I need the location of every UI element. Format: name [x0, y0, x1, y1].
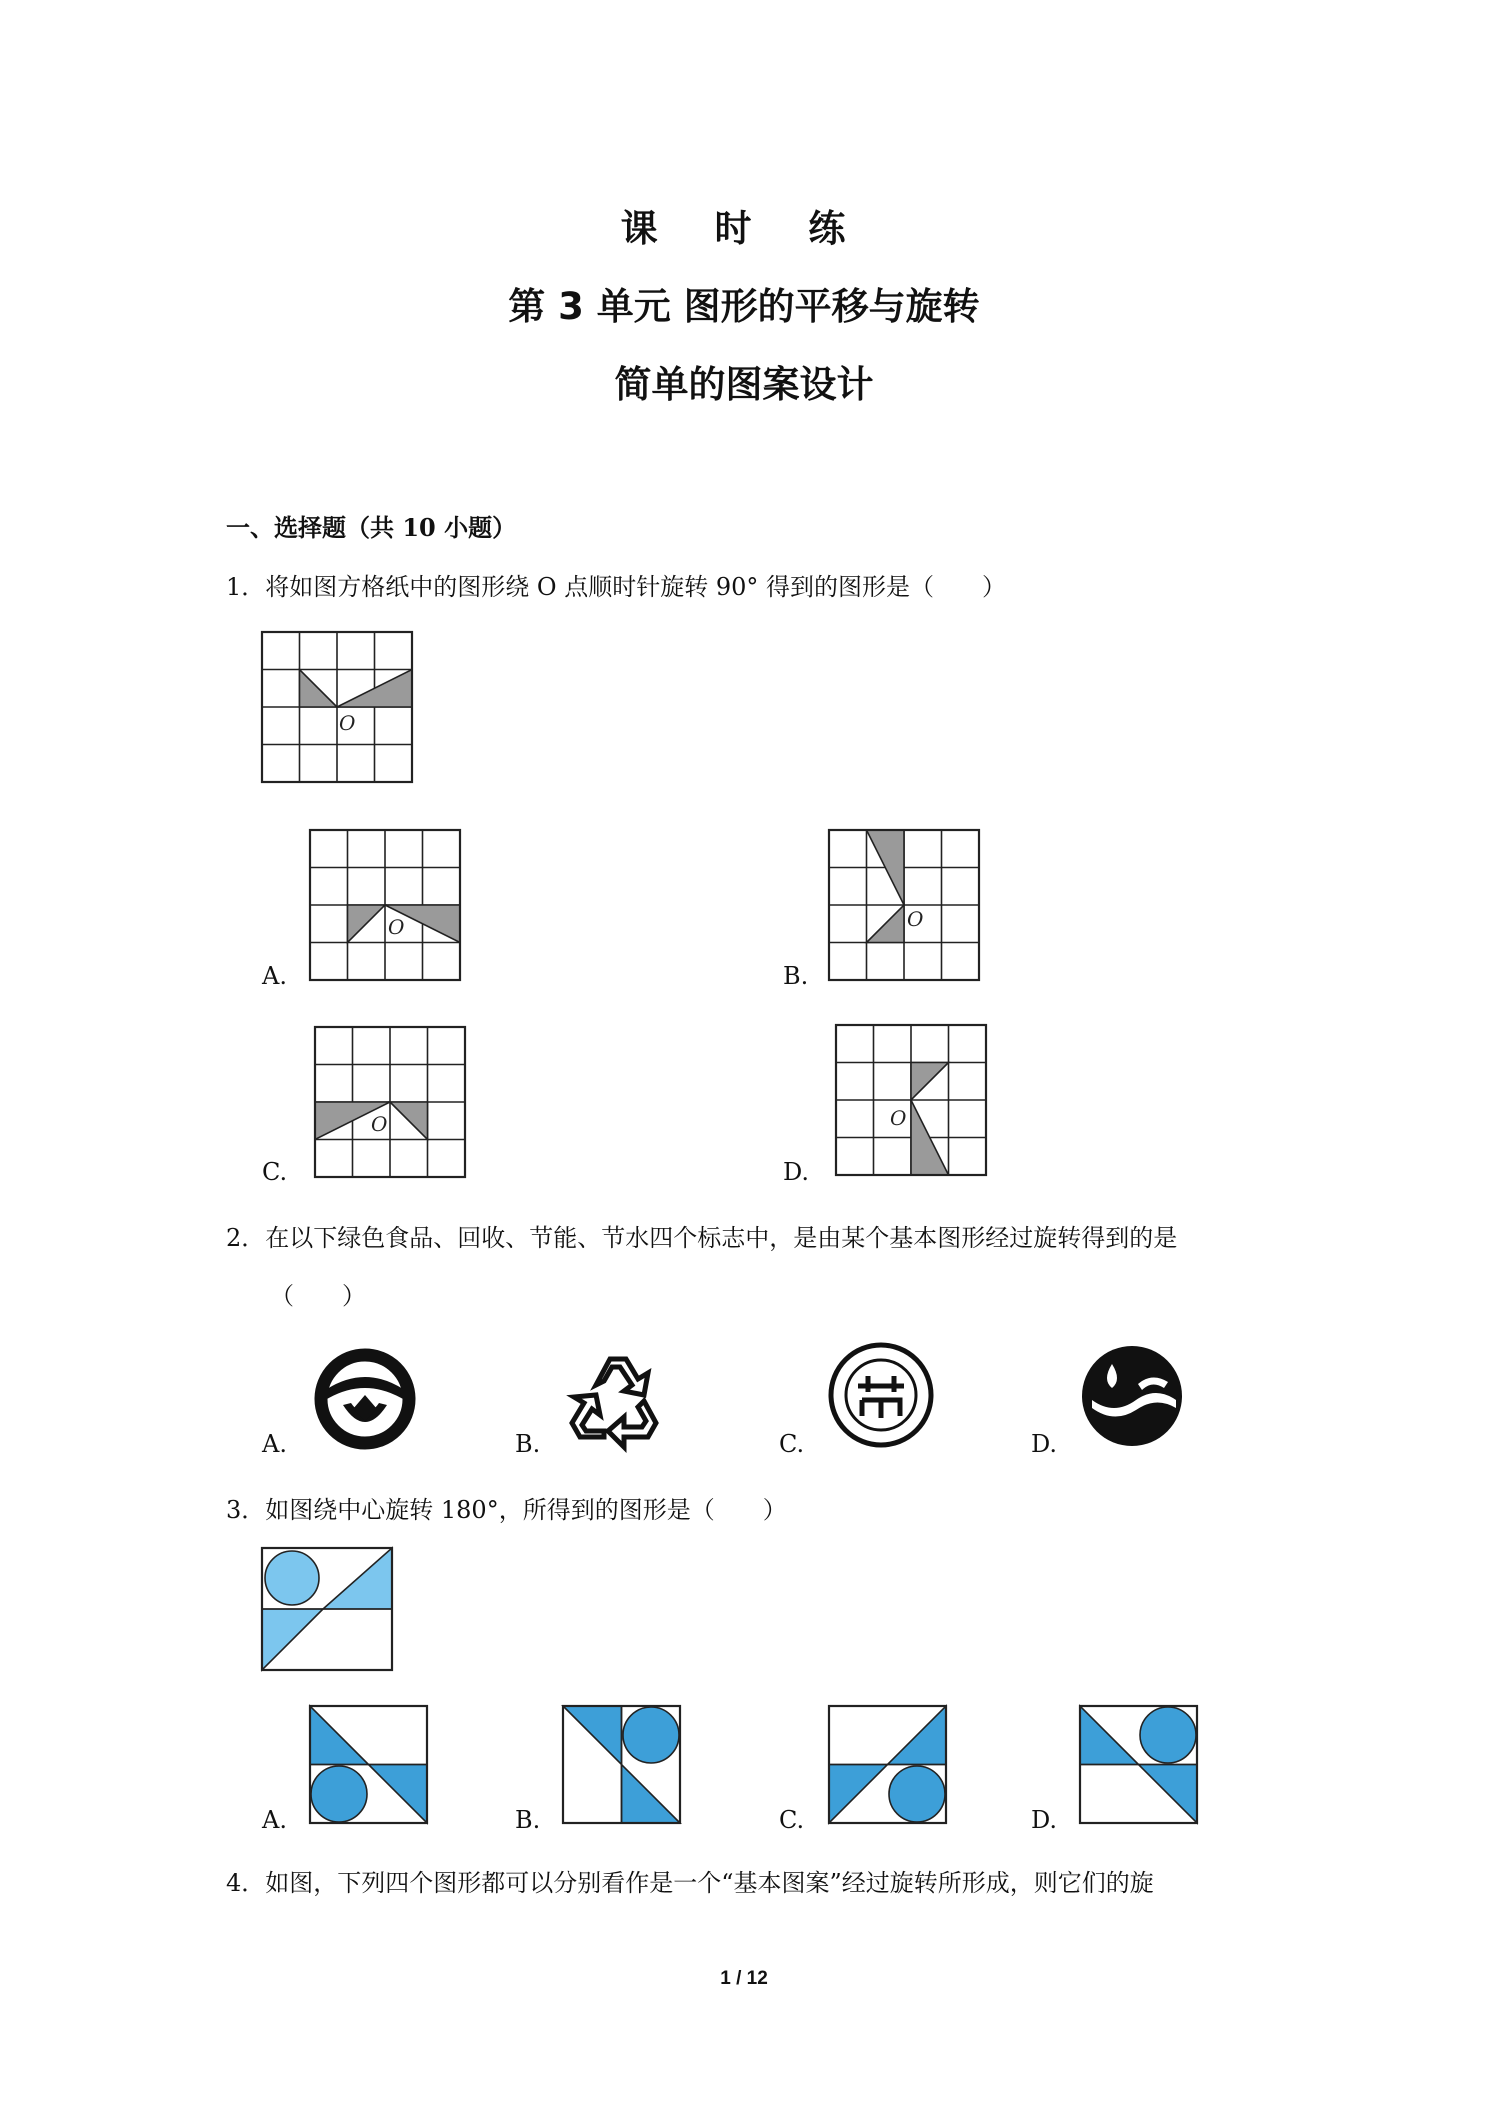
recycle-logo-icon[interactable]: [560, 1345, 670, 1450]
q2-option-b-label[interactable]: B.: [515, 1430, 541, 1458]
q1-option-c-label[interactable]: C.: [262, 1158, 288, 1186]
q1-option-b-label[interactable]: B.: [783, 962, 809, 990]
q1-option-a-label[interactable]: A.: [262, 962, 287, 990]
question-1-text: 1．将如图方格纸中的图形绕 O 点顺时针旋转 90° 得到的图形是（ ）: [226, 573, 1006, 601]
water-saving-logo-icon[interactable]: [1078, 1342, 1186, 1450]
q1-option-c-figure[interactable]: [315, 1027, 465, 1177]
point-o-label: O: [371, 1112, 388, 1136]
q1-figure: [262, 632, 412, 782]
q1-option-a-figure[interactable]: [310, 830, 460, 980]
doc-title-3: 简单的图案设计: [614, 363, 874, 406]
q3-option-c-label[interactable]: C.: [779, 1806, 805, 1834]
point-o-label: O: [907, 907, 924, 931]
page-number: 1 / 12: [720, 1968, 768, 1989]
q1-option-d-label[interactable]: D.: [783, 1158, 810, 1186]
doc-title-1: 课 时 练: [620, 207, 868, 250]
question-2-text-cont: （ ）: [270, 1282, 366, 1310]
q3-option-b-label[interactable]: B.: [515, 1806, 541, 1834]
question-3-text: 3．如图绕中心旋转 180°，所得到的图形是（ ）: [226, 1496, 787, 1524]
q3-option-b-figure[interactable]: [563, 1706, 680, 1823]
green-food-logo-icon[interactable]: [313, 1347, 417, 1451]
energy-saving-logo-icon[interactable]: [826, 1340, 936, 1450]
q3-option-d-figure[interactable]: [1080, 1706, 1197, 1823]
q1-option-b-figure[interactable]: [829, 830, 979, 980]
q3-option-a-figure[interactable]: [310, 1706, 427, 1823]
q1-option-d-figure[interactable]: [836, 1025, 986, 1175]
section-heading: 一、选择题（共 10 小题）: [226, 513, 517, 542]
question-2-text: 2．在以下绿色食品、回收、节能、节水四个标志中，是由某个基本图形经过旋转得到的是: [226, 1224, 1178, 1252]
q2-option-a-label[interactable]: A.: [262, 1430, 287, 1458]
q2-option-c-label[interactable]: C.: [779, 1430, 805, 1458]
point-o-label: O: [890, 1106, 907, 1130]
q3-figure: [262, 1548, 392, 1670]
point-o-label: O: [388, 915, 405, 939]
point-o-label: O: [339, 711, 356, 735]
q3-option-a-label[interactable]: A.: [262, 1806, 287, 1834]
q2-option-d-label[interactable]: D.: [1031, 1430, 1058, 1458]
q3-option-d-label[interactable]: D.: [1031, 1806, 1058, 1834]
question-4-text: 4．如图，下列四个图形都可以分别看作是一个“基本图案”经过旋转所形成，则它们的旋: [226, 1869, 1154, 1897]
q3-option-c-figure[interactable]: [829, 1706, 946, 1823]
doc-title-2: 第 3 单元 图形的平移与旋转: [508, 285, 980, 328]
